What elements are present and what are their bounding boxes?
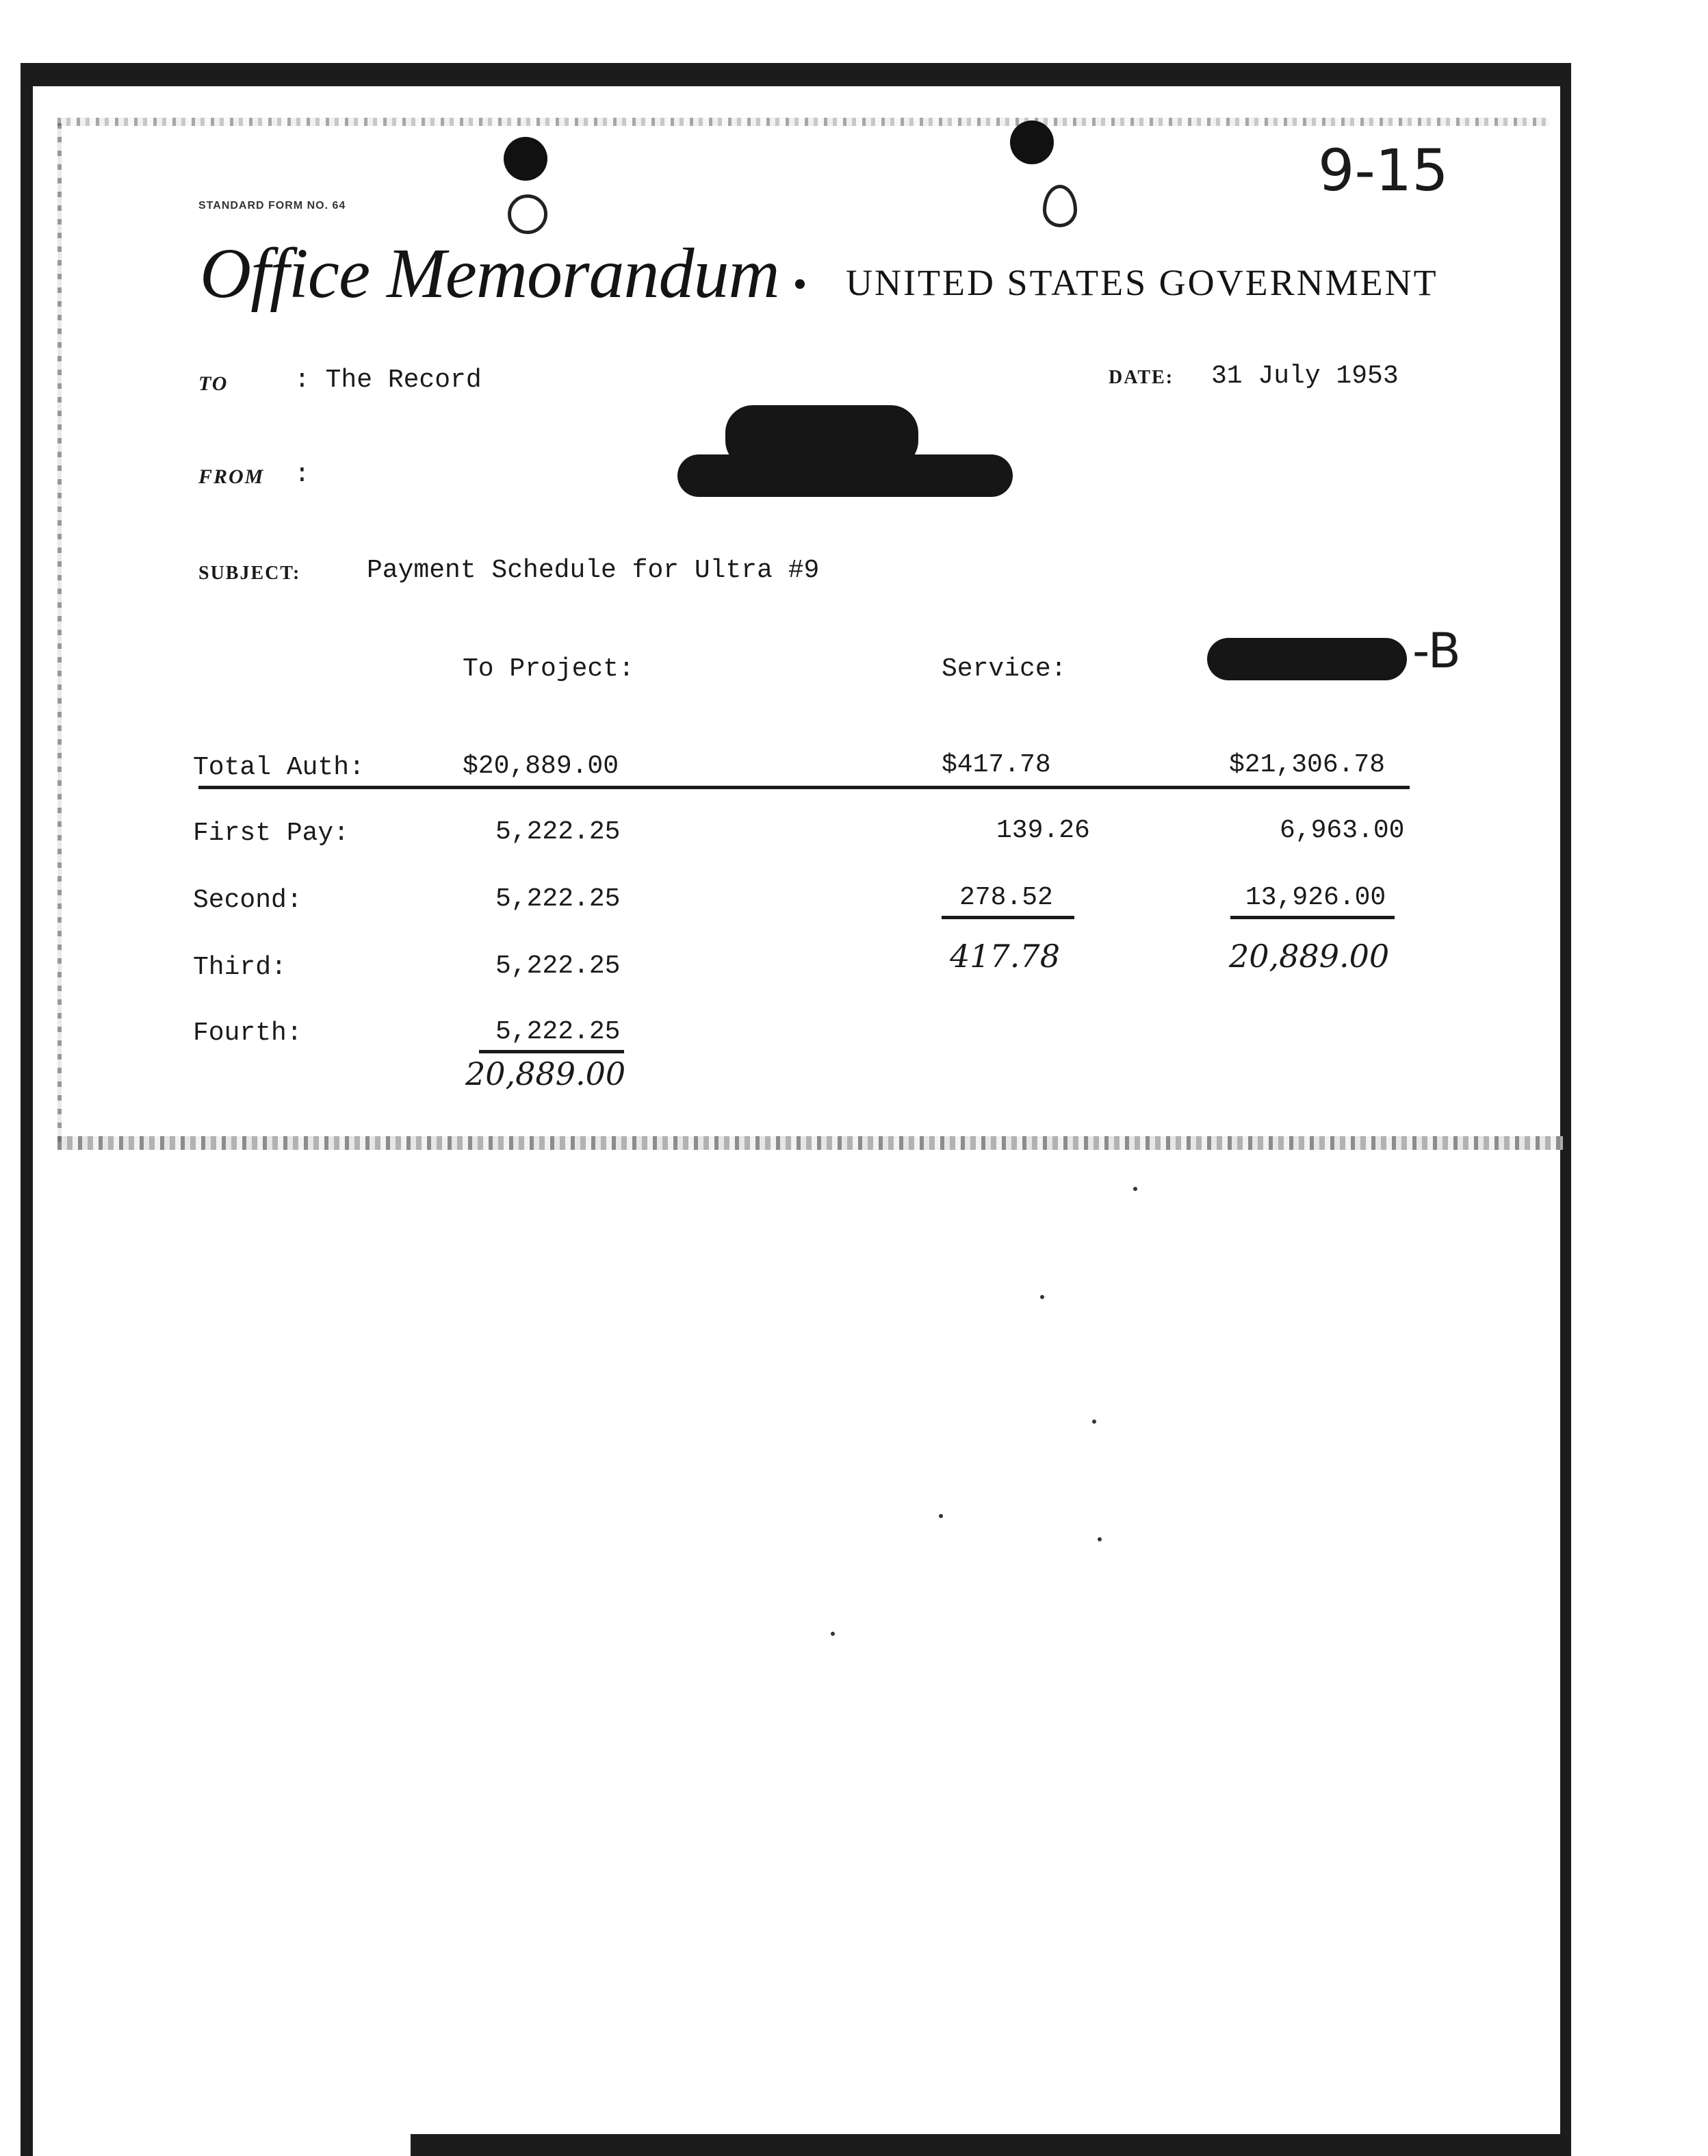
subject-label: SUBJECT: bbox=[198, 563, 301, 584]
memo-title: Office Memorandum bbox=[200, 234, 779, 313]
scan-speck bbox=[1092, 1420, 1096, 1424]
handwritten-project-sum: 20,889.00 bbox=[465, 1055, 626, 1092]
cell-second-service: 278.52 bbox=[959, 883, 1053, 912]
title-bullet bbox=[795, 279, 805, 289]
date-value: 31 July 1953 bbox=[1211, 361, 1399, 391]
cell-total-total: $21,306.78 bbox=[1229, 750, 1386, 780]
cell-second-project: 5,222.25 bbox=[495, 884, 621, 914]
punch-hole-drop-right bbox=[1043, 185, 1077, 227]
from-label: FROM bbox=[198, 465, 265, 488]
scan-edge-bottom bbox=[411, 2134, 1571, 2156]
punch-hole-left bbox=[504, 137, 547, 181]
file-number: 9-15 bbox=[1318, 137, 1449, 204]
cell-third-project: 5,222.25 bbox=[495, 951, 621, 981]
cell-total-service: $417.78 bbox=[942, 750, 1051, 780]
total-sum-underline bbox=[1230, 916, 1395, 919]
scan-speck bbox=[831, 1632, 835, 1636]
cell-first-total: 6,963.00 bbox=[1280, 816, 1405, 845]
project-sum-underline bbox=[479, 1050, 624, 1053]
row-label-third: Third: bbox=[193, 953, 287, 982]
scan-edge-top bbox=[21, 63, 1571, 86]
handwritten-total-sum: 20,889.00 bbox=[1229, 938, 1390, 975]
service-sum-underline bbox=[942, 916, 1074, 919]
cell-total-project: $20,889.00 bbox=[463, 752, 619, 781]
date-label: DATE: bbox=[1109, 367, 1174, 388]
cell-fourth-project: 5,222.25 bbox=[495, 1017, 621, 1047]
memo-slip-bottom-edge bbox=[57, 1136, 1563, 1150]
row-label-fourth: Fourth: bbox=[193, 1018, 302, 1048]
memo-slip-left-edge bbox=[57, 123, 62, 1143]
scan-speck bbox=[939, 1514, 943, 1518]
scan-speck bbox=[1098, 1537, 1102, 1541]
cell-first-project: 5,222.25 bbox=[495, 817, 621, 847]
row-label-first-pay: First Pay: bbox=[193, 819, 350, 848]
scan-edge-right bbox=[1560, 63, 1571, 2156]
to-label: TO bbox=[198, 372, 229, 395]
cell-second-total: 13,926.00 bbox=[1245, 883, 1386, 912]
from-colon: : bbox=[294, 460, 310, 489]
punch-hole-right bbox=[1010, 120, 1054, 164]
total-underline bbox=[198, 786, 1410, 789]
to-value: : The Record bbox=[294, 365, 482, 395]
scan-edge-left bbox=[21, 63, 33, 2156]
cell-first-service: 139.26 bbox=[996, 816, 1090, 845]
memo-slip-top-edge bbox=[57, 118, 1549, 126]
row-label-total-auth: Total Auth: bbox=[193, 753, 365, 782]
row-label-second: Second: bbox=[193, 886, 302, 915]
punch-hole-ring-left bbox=[508, 194, 547, 234]
column-header-project: To Project: bbox=[463, 654, 634, 684]
redaction-column-header bbox=[1207, 638, 1407, 680]
column-header-service: Service: bbox=[942, 654, 1067, 684]
redaction-from-name bbox=[677, 454, 1013, 497]
government-heading: UNITED STATES GOVERNMENT bbox=[846, 262, 1438, 303]
handwritten-service-sum: 417.78 bbox=[950, 938, 1060, 975]
subject-value: Payment Schedule for Ultra #9 bbox=[367, 556, 820, 585]
form-number: STANDARD FORM NO. 64 bbox=[198, 200, 346, 211]
scan-speck bbox=[1133, 1187, 1137, 1191]
scan-speck bbox=[1040, 1295, 1044, 1299]
column-suffix: -B bbox=[1412, 623, 1461, 679]
